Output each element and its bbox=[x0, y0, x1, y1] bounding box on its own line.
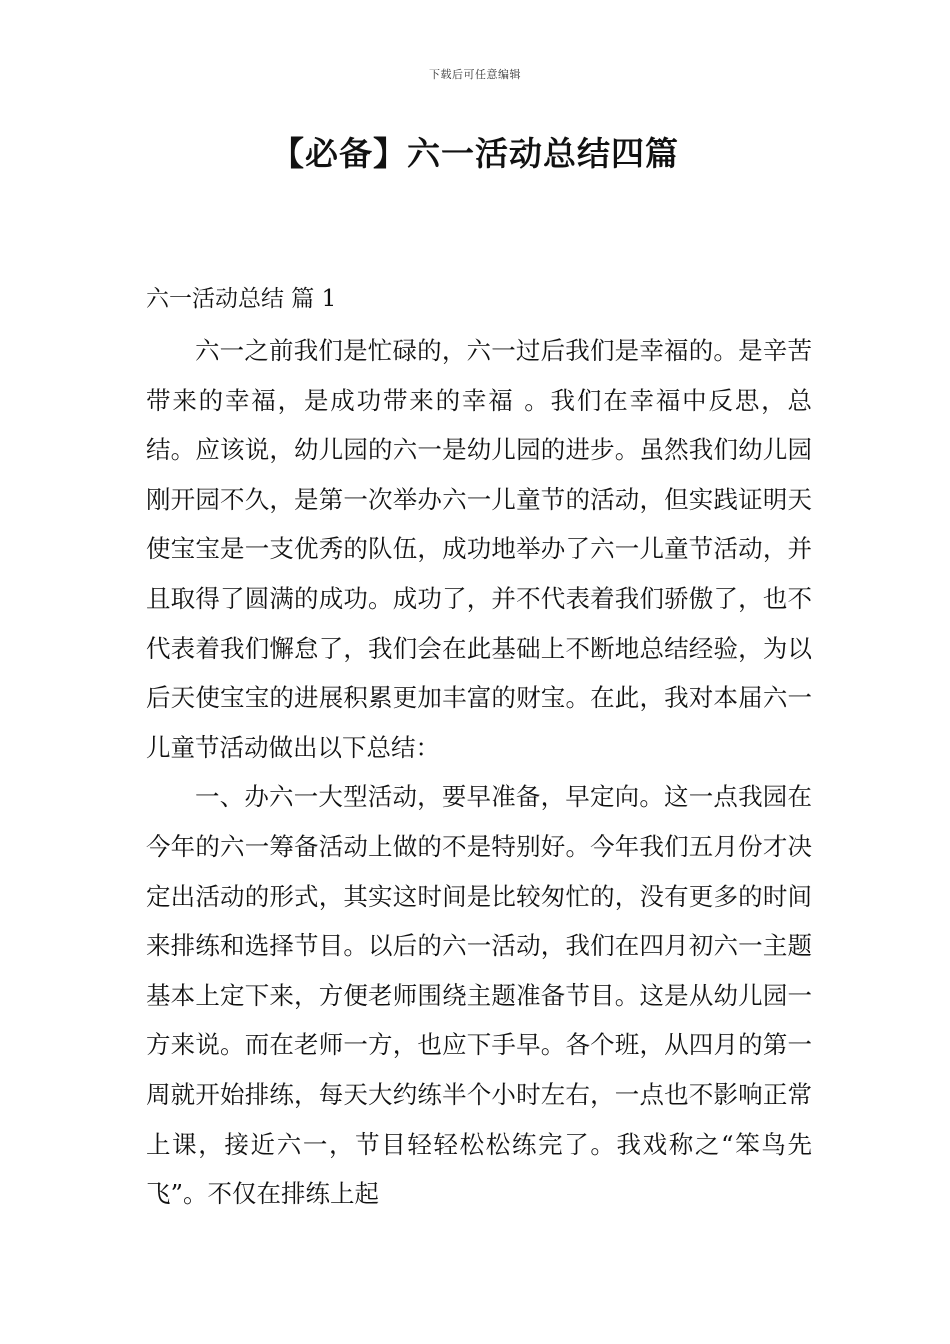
document-title: 【必备】六一活动总结四篇 bbox=[271, 134, 679, 173]
body-text bbox=[146, 326, 812, 1219]
paragraph-point-one: 一、办六一大型活动，要早准备，早定向。这一点我园在今年的六一筹备活动上做的不是特别好。今年我们五月份才决定出活动的形式，其实这时间是比较匆忙的，没有更多的时间来排练和选择节目。以后的六一活动，我们在四月初六一主题基本上定下来，方便老师围绕主题准备节目。这是从幼儿园一方来说。而在老师一方，也应下手早。各个班，从四月的第一周就开始排练，每天大约练半个小时左右，一点也不影响正常上课，接近六一，节目轻轻松松练完了。我戏称之“笨鸟先飞”。不仅在排练上起 bbox=[146, 782, 812, 1209]
header-note: 下载后可任意编辑 bbox=[429, 68, 521, 81]
paragraph-intro: 六一之前我们是忙碌的，六一过后我们是幸福的。是辛苦带来的幸福，是成功带来的幸福 。我们在幸福中反思，总结。应该说，幼儿园的六一是幼儿园的进步。虽然我们幼儿园刚开园不久，是第一次举办六一儿童节的活动，但实践证明天使宝宝是一支优秀的队伍，成功地举办了六一儿童节活动，并且取得了圆满的成功。成功了，并不代表着我们骄傲了，也不代表着我们懈怠了，我们会在此基础上不断地总结经验，为以后天使宝宝的进展积累更加丰富的财宝。在此，我对本届六一儿童节活动做出以下总结： bbox=[146, 336, 812, 762]
section-heading: 六一活动总结 篇 1 bbox=[146, 286, 337, 312]
